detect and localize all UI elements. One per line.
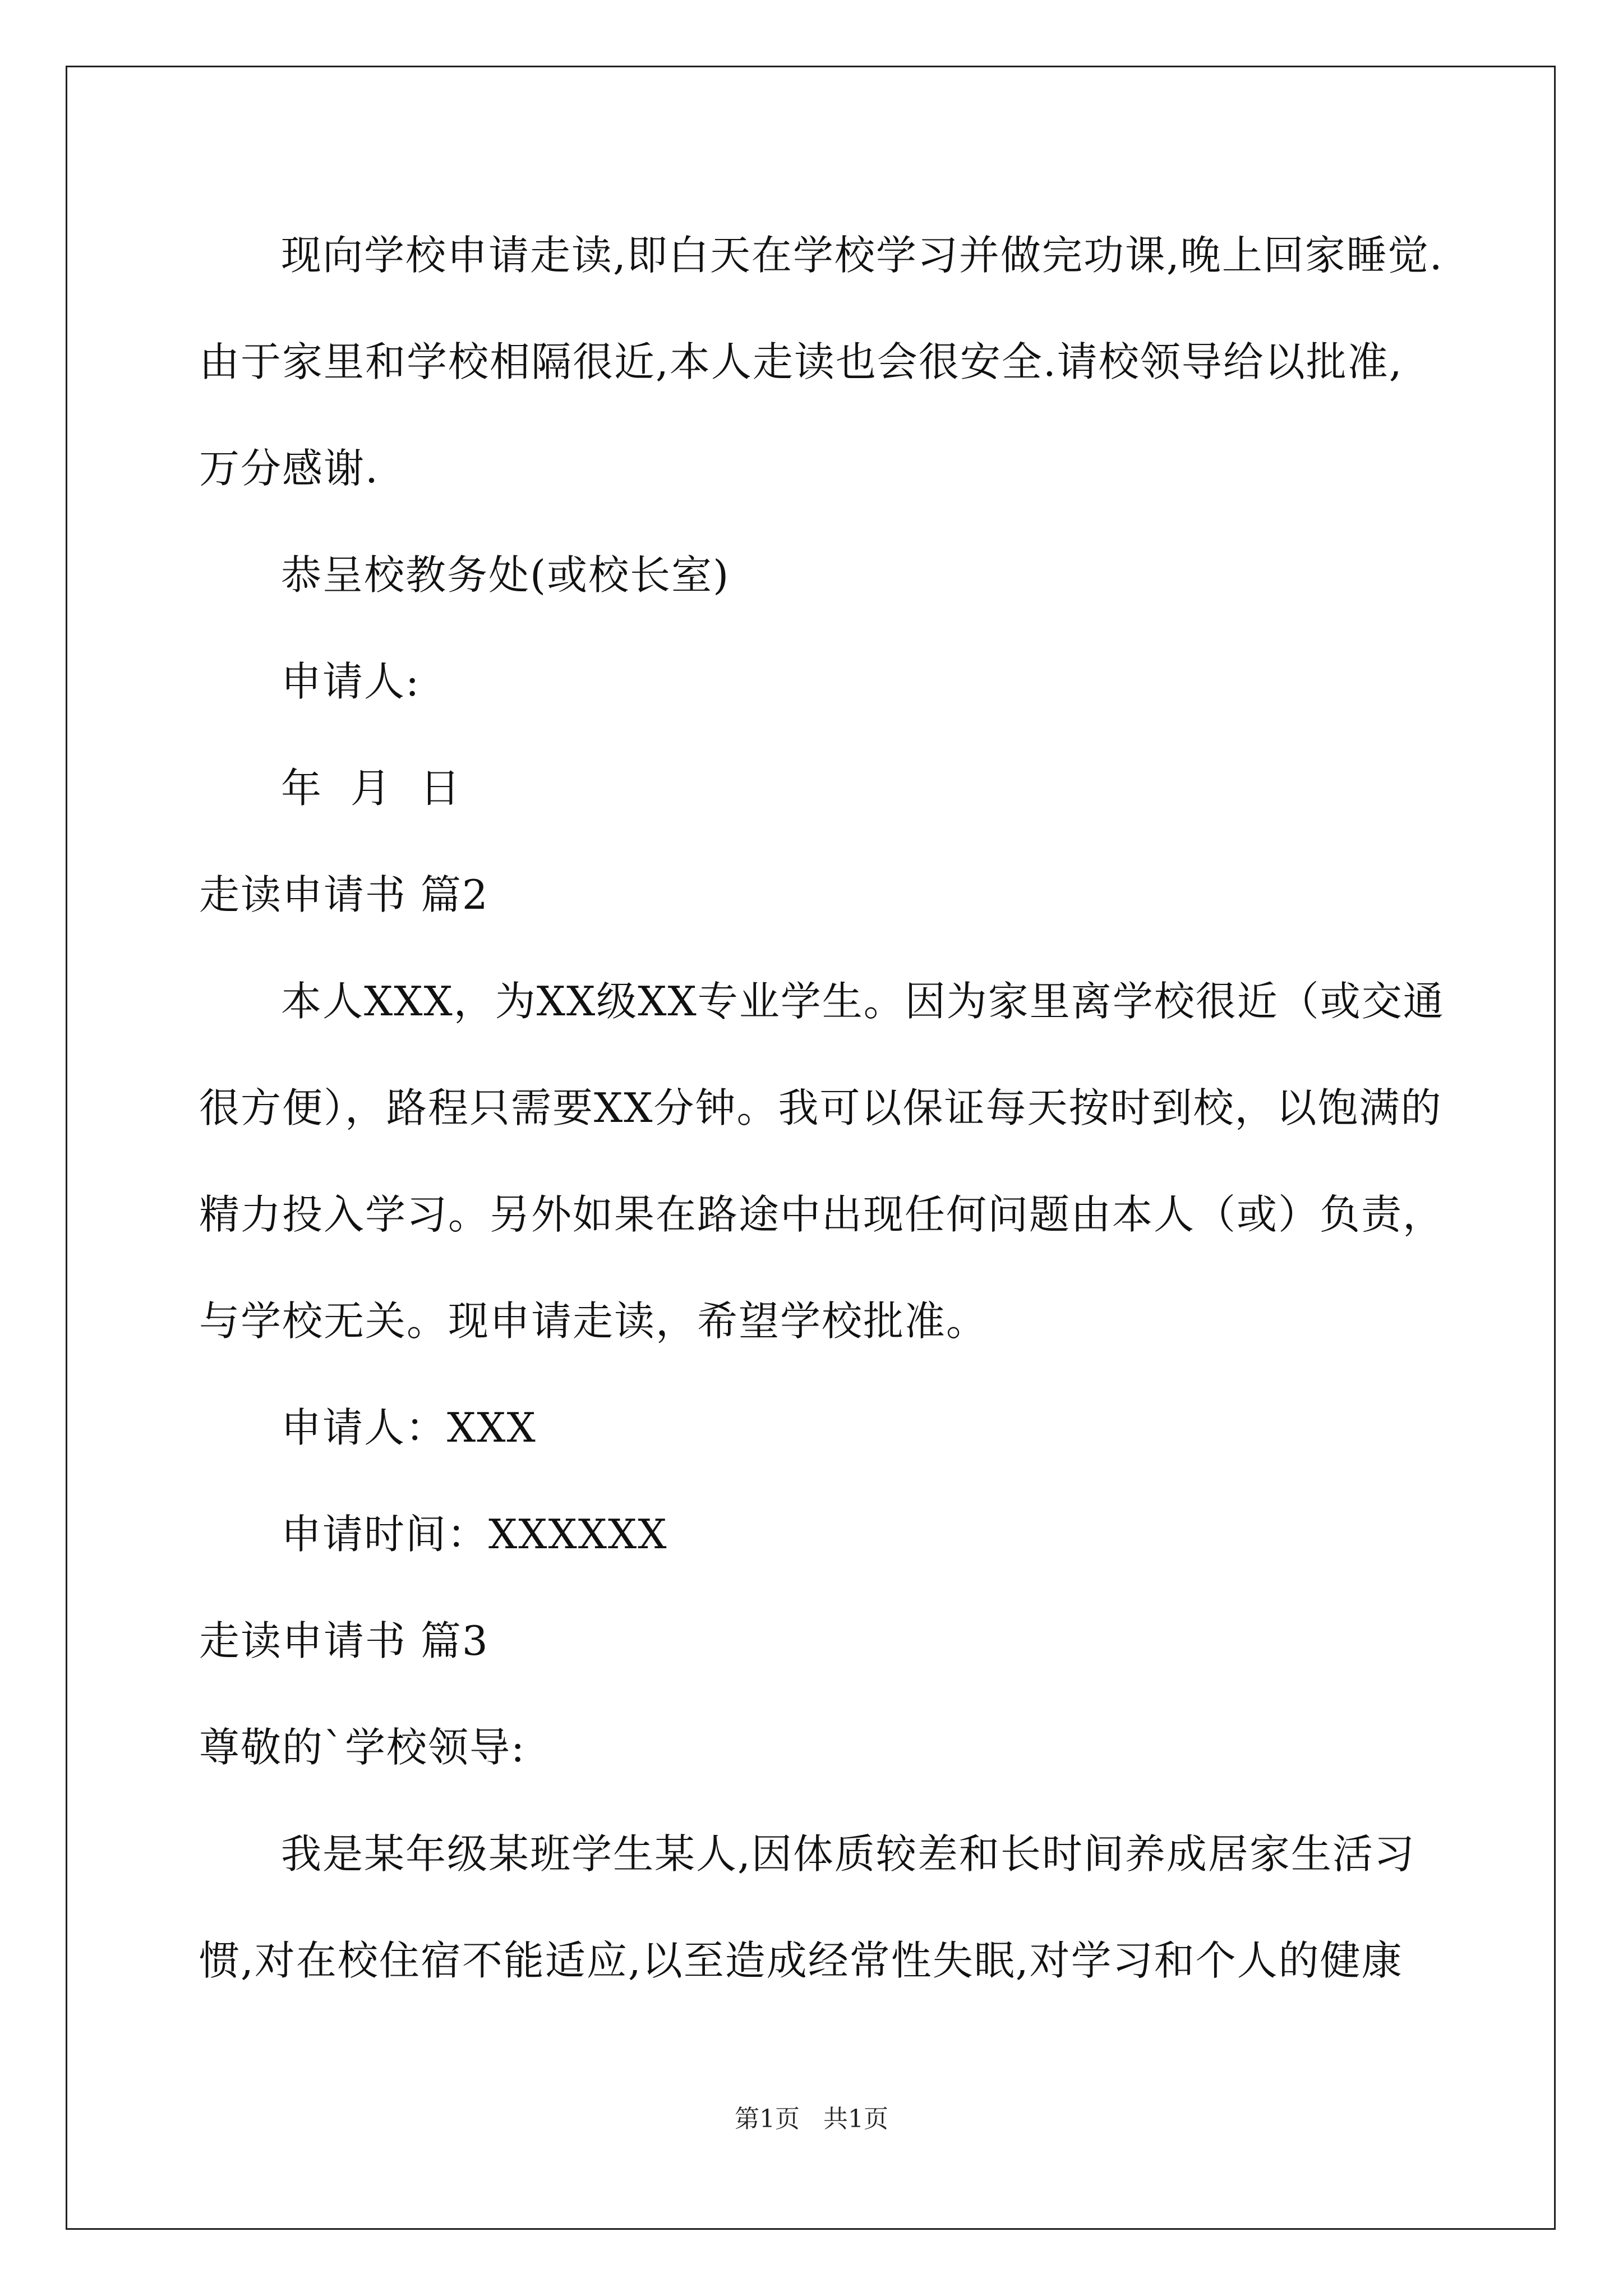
document-body [199, 202, 1445, 2014]
paragraph-line: 本人XXX，为XX级XX专业学生。因为家里离学校很近（或交通 [281, 978, 1445, 1025]
salutation-line: 尊敬的`学校领导: [199, 1724, 526, 1771]
paragraph-line: 现向学校申请走读,即白天在学校学习并做完功课,晚上回家睡觉. [281, 232, 1444, 279]
page-number-footer: 第1页 共1页 [735, 2105, 888, 2133]
applicant-line: 申请人：XXX [281, 1404, 537, 1451]
section-heading: 走读申请书 篇2 [199, 871, 489, 918]
recipient-line: 恭呈校教务处(或校长室) [281, 551, 730, 599]
paragraph-line: 我是某年级某班学生某人,因体质较差和长时间养成居家生活习 [281, 1830, 1415, 1878]
paragraph-line: 很方便），路程只需要XX分钟。我可以保证每天按时到校，以饱满的 [199, 1084, 1442, 1131]
paragraph-line: 与学校无关。现申请走读，希望学校批准。 [199, 1297, 988, 1345]
paragraph-line: 精力投入学习。另外如果在路途中出现任何问题由本人（或）负责， [199, 1191, 1445, 1238]
paragraph-line: 惯,对在校住宿不能适应,以至造成经常性失眠,对学习和个人的健康 [199, 1937, 1403, 1984]
section-heading: 走读申请书 篇3 [199, 1617, 489, 1664]
paragraph-line: 由于家里和学校相隔很近,本人走读也会很安全.请校领导给以批准, [199, 338, 1403, 385]
date-line: 年 月 日 [281, 765, 462, 812]
date-line: 申请时间：XXXXXX [281, 1511, 668, 1558]
applicant-line: 申请人: [281, 658, 421, 705]
paragraph-line: 万分感谢. [199, 445, 379, 492]
